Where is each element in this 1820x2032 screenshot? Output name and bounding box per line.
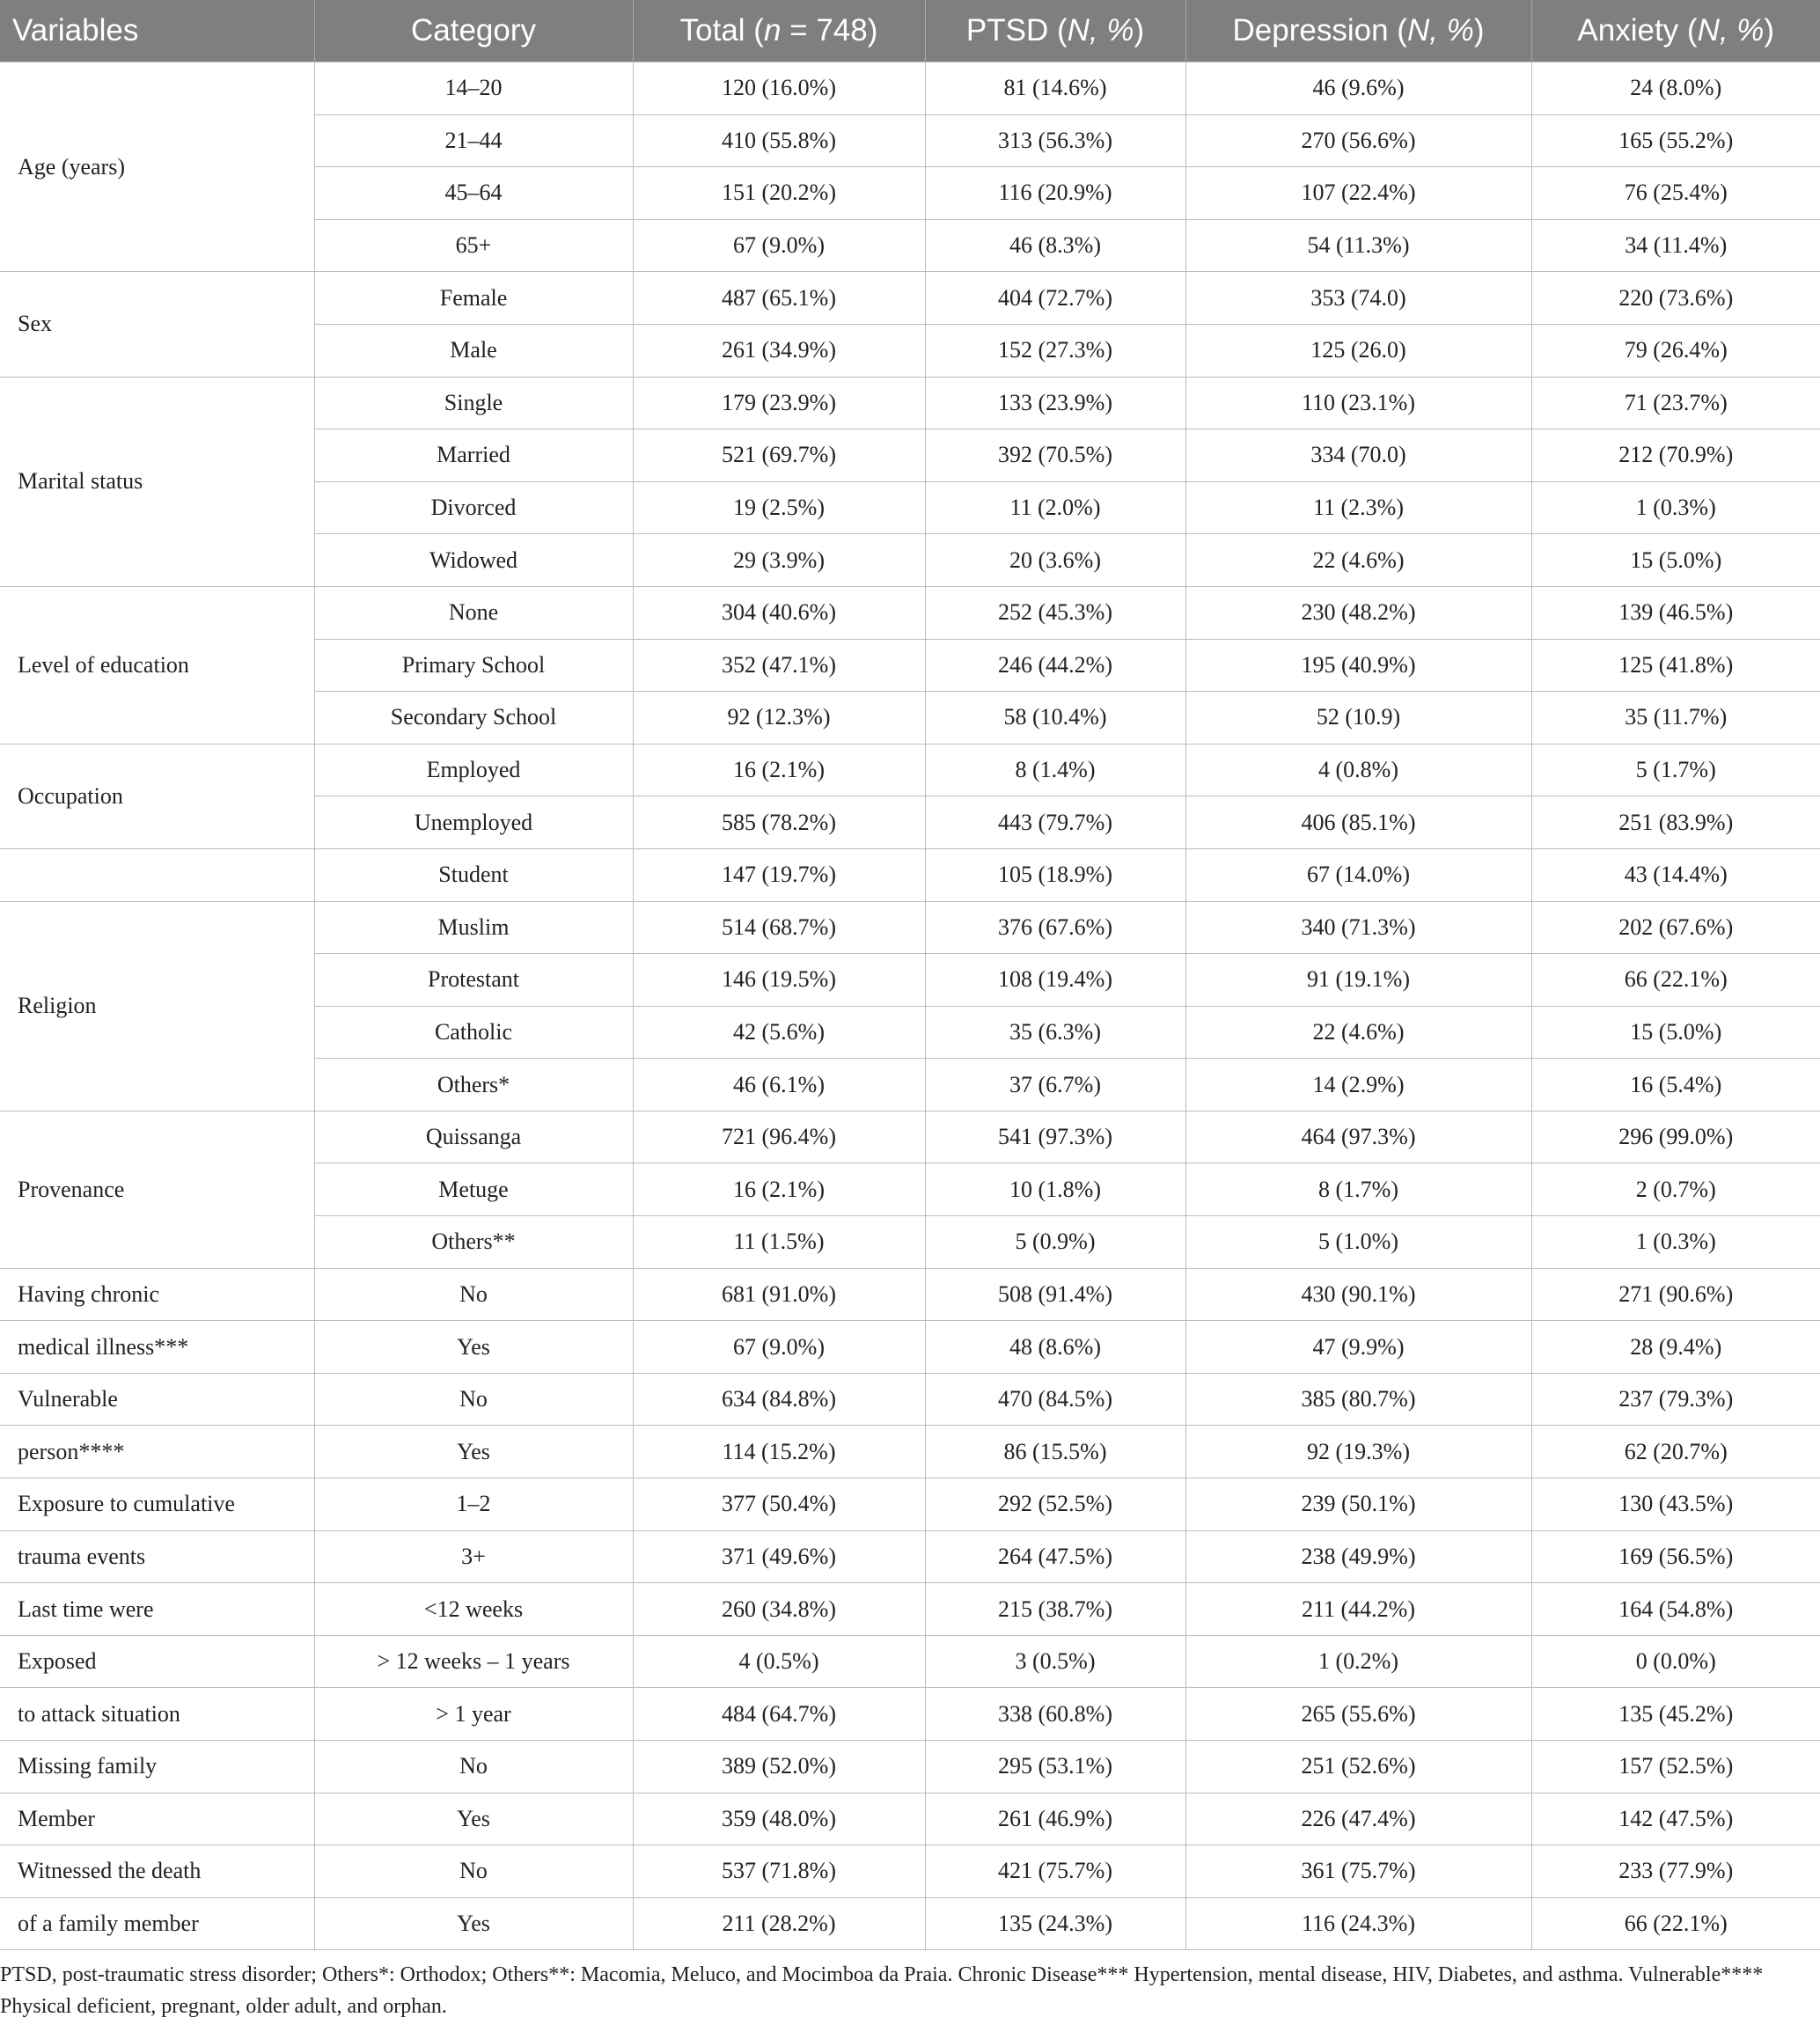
category-cell: Female	[314, 272, 633, 325]
total-cell: 146 (19.5%)	[633, 954, 925, 1007]
variable-cell: Vulnerable	[0, 1373, 314, 1426]
ptsd-cell: 81 (14.6%)	[925, 62, 1185, 115]
anxiety-cell: 233 (77.9%)	[1531, 1845, 1820, 1898]
total-cell: 16 (2.1%)	[633, 744, 925, 796]
variable-cell: Exposure to cumulative	[0, 1478, 314, 1531]
depression-cell: 464 (97.3%)	[1185, 1111, 1531, 1163]
header-total-n: n	[763, 13, 782, 48]
total-cell: 377 (50.4%)	[633, 1478, 925, 1531]
table-row	[0, 1321, 1820, 1374]
total-cell: 514 (68.7%)	[633, 901, 925, 954]
depression-cell: 238 (49.9%)	[1185, 1530, 1531, 1583]
ptsd-cell: 376 (67.6%)	[925, 901, 1185, 954]
category-cell: Others*	[314, 1059, 633, 1111]
depression-cell: 110 (23.1%)	[1185, 377, 1531, 429]
header-anxiety	[1531, 0, 1820, 62]
depression-cell: 211 (44.2%)	[1185, 1583, 1531, 1636]
ptsd-cell: 443 (79.7%)	[925, 796, 1185, 849]
total-cell: 410 (55.8%)	[633, 114, 925, 167]
ptsd-cell: 264 (47.5%)	[925, 1530, 1185, 1583]
depression-cell: 226 (47.4%)	[1185, 1793, 1531, 1845]
ptsd-cell: 86 (15.5%)	[925, 1426, 1185, 1478]
depression-cell: 46 (9.6%)	[1185, 62, 1531, 115]
variable-cell: trauma events	[0, 1530, 314, 1583]
category-cell: 45–64	[314, 167, 633, 220]
anxiety-cell: 139 (46.5%)	[1531, 586, 1820, 639]
category-cell: 21–44	[314, 114, 633, 167]
variable-cell: Religion	[0, 901, 314, 1111]
depression-cell: 22 (4.6%)	[1185, 534, 1531, 587]
total-cell: 487 (65.1%)	[633, 272, 925, 325]
ptsd-cell: 116 (20.9%)	[925, 167, 1185, 220]
depression-cell: 22 (4.6%)	[1185, 1006, 1531, 1059]
depression-cell: 230 (48.2%)	[1185, 586, 1531, 639]
variable-cell: medical illness***	[0, 1321, 314, 1374]
category-cell: Protestant	[314, 954, 633, 1007]
total-cell: 11 (1.5%)	[633, 1216, 925, 1269]
anxiety-cell: 135 (45.2%)	[1531, 1688, 1820, 1741]
ptsd-cell: 152 (27.3%)	[925, 324, 1185, 377]
header-category-label: Category	[410, 13, 537, 48]
anxiety-cell: 165 (55.2%)	[1531, 114, 1820, 167]
total-cell: 261 (34.9%)	[633, 324, 925, 377]
depression-cell: 92 (19.3%)	[1185, 1426, 1531, 1478]
total-cell: 46 (6.1%)	[633, 1059, 925, 1111]
ptsd-cell: 338 (60.8%)	[925, 1688, 1185, 1741]
anxiety-cell: 71 (23.7%)	[1531, 377, 1820, 429]
ptsd-cell: 46 (8.3%)	[925, 219, 1185, 272]
category-cell: Others**	[314, 1216, 633, 1269]
category-cell: Yes	[314, 1897, 633, 1950]
depression-cell: 430 (90.1%)	[1185, 1268, 1531, 1321]
total-cell: 359 (48.0%)	[633, 1793, 925, 1845]
table-row	[0, 1478, 1820, 1531]
depression-cell: 91 (19.1%)	[1185, 954, 1531, 1007]
category-cell: 65+	[314, 219, 633, 272]
ptsd-cell: 541 (97.3%)	[925, 1111, 1185, 1163]
ptsd-cell: 10 (1.8%)	[925, 1163, 1185, 1216]
variable-cell: Witnessed the death	[0, 1845, 314, 1898]
header-total	[633, 0, 925, 62]
depression-cell: 353 (74.0)	[1185, 272, 1531, 325]
total-cell: 67 (9.0%)	[633, 219, 925, 272]
variable-cell: Age (years)	[0, 62, 314, 272]
category-cell: Unemployed	[314, 796, 633, 849]
header-category	[314, 0, 633, 62]
total-cell: 120 (16.0%)	[633, 62, 925, 115]
variable-cell: Having chronic	[0, 1268, 314, 1321]
anxiety-cell: 76 (25.4%)	[1531, 167, 1820, 220]
depression-cell: 195 (40.9%)	[1185, 639, 1531, 692]
anxiety-cell: 169 (56.5%)	[1531, 1530, 1820, 1583]
table-row	[0, 1111, 1820, 1163]
total-cell: 42 (5.6%)	[633, 1006, 925, 1059]
anxiety-cell: 237 (79.3%)	[1531, 1373, 1820, 1426]
variable-cell: Occupation	[0, 744, 314, 848]
header-anxiety-n: N, %	[1697, 13, 1765, 48]
anxiety-cell: 5 (1.7%)	[1531, 744, 1820, 796]
anxiety-cell: 34 (11.4%)	[1531, 219, 1820, 272]
category-cell: Metuge	[314, 1163, 633, 1216]
total-cell: 67 (9.0%)	[633, 1321, 925, 1374]
anxiety-cell: 130 (43.5%)	[1531, 1478, 1820, 1531]
depression-cell: 265 (55.6%)	[1185, 1688, 1531, 1741]
header-total-suffix: = 748)	[781, 13, 878, 48]
header-variables-label: Variables	[12, 13, 139, 48]
variable-cell: Level of education	[0, 586, 314, 744]
anxiety-cell: 35 (11.7%)	[1531, 692, 1820, 745]
anxiety-cell: 271 (90.6%)	[1531, 1268, 1820, 1321]
ptsd-cell: 508 (91.4%)	[925, 1268, 1185, 1321]
variable-cell: person****	[0, 1426, 314, 1478]
category-cell: Secondary School	[314, 692, 633, 745]
anxiety-cell: 125 (41.8%)	[1531, 639, 1820, 692]
table-body	[0, 62, 1820, 1950]
total-cell: 260 (34.8%)	[633, 1583, 925, 1636]
depression-cell: 107 (22.4%)	[1185, 167, 1531, 220]
total-cell: 179 (23.9%)	[633, 377, 925, 429]
table-row	[0, 1845, 1820, 1898]
category-cell: No	[314, 1741, 633, 1794]
header-depression-prefix: Depression (	[1232, 13, 1407, 48]
ptsd-cell: 37 (6.7%)	[925, 1059, 1185, 1111]
ptsd-cell: 261 (46.9%)	[925, 1793, 1185, 1845]
header-depression-suffix: )	[1473, 13, 1485, 48]
ptsd-cell: 11 (2.0%)	[925, 481, 1185, 534]
depression-cell: 47 (9.9%)	[1185, 1321, 1531, 1374]
category-cell: Yes	[314, 1321, 633, 1374]
table-row	[0, 901, 1820, 954]
ptsd-cell: 470 (84.5%)	[925, 1373, 1185, 1426]
category-cell: Student	[314, 848, 633, 901]
header-ptsd-n: N, %	[1067, 13, 1134, 48]
total-cell: 19 (2.5%)	[633, 481, 925, 534]
anxiety-cell: 66 (22.1%)	[1531, 1897, 1820, 1950]
table-row	[0, 272, 1820, 325]
table-row	[0, 1741, 1820, 1794]
table-row	[0, 1897, 1820, 1950]
ptsd-cell: 135 (24.3%)	[925, 1897, 1185, 1950]
anxiety-cell: 296 (99.0%)	[1531, 1111, 1820, 1163]
anxiety-cell: 43 (14.4%)	[1531, 848, 1820, 901]
total-cell: 211 (28.2%)	[633, 1897, 925, 1950]
category-cell: 1–2	[314, 1478, 633, 1531]
depression-cell: 406 (85.1%)	[1185, 796, 1531, 849]
category-cell: Muslim	[314, 901, 633, 954]
total-cell: 151 (20.2%)	[633, 167, 925, 220]
table-row	[0, 744, 1820, 796]
total-cell: 521 (69.7%)	[633, 429, 925, 482]
table-row	[0, 1530, 1820, 1583]
total-cell: 371 (49.6%)	[633, 1530, 925, 1583]
category-cell: Catholic	[314, 1006, 633, 1059]
total-cell: 389 (52.0%)	[633, 1741, 925, 1794]
category-cell: Employed	[314, 744, 633, 796]
variable-cell: of a family member	[0, 1897, 314, 1950]
variable-cell: Sex	[0, 272, 314, 377]
ptsd-cell: 35 (6.3%)	[925, 1006, 1185, 1059]
table-row	[0, 1268, 1820, 1321]
table-row	[0, 1373, 1820, 1426]
ptsd-cell: 8 (1.4%)	[925, 744, 1185, 796]
category-cell: Yes	[314, 1426, 633, 1478]
ptsd-cell: 246 (44.2%)	[925, 639, 1185, 692]
total-cell: 537 (71.8%)	[633, 1845, 925, 1898]
depression-cell: 1 (0.2%)	[1185, 1635, 1531, 1688]
depression-cell: 11 (2.3%)	[1185, 481, 1531, 534]
total-cell: 352 (47.1%)	[633, 639, 925, 692]
ptsd-cell: 215 (38.7%)	[925, 1583, 1185, 1636]
depression-cell: 125 (26.0)	[1185, 324, 1531, 377]
variable-cell: to attack situation	[0, 1688, 314, 1741]
depression-cell: 385 (80.7%)	[1185, 1373, 1531, 1426]
category-cell: <12 weeks	[314, 1583, 633, 1636]
ptsd-cell: 48 (8.6%)	[925, 1321, 1185, 1374]
header-ptsd-prefix: PTSD (	[965, 13, 1068, 48]
anxiety-cell: 24 (8.0%)	[1531, 62, 1820, 115]
ptsd-cell: 292 (52.5%)	[925, 1478, 1185, 1531]
table-row	[0, 1635, 1820, 1688]
total-cell: 721 (96.4%)	[633, 1111, 925, 1163]
variable-cell: Exposed	[0, 1635, 314, 1688]
anxiety-cell: 220 (73.6%)	[1531, 272, 1820, 325]
ptsd-cell: 421 (75.7%)	[925, 1845, 1185, 1898]
table-row	[0, 1688, 1820, 1741]
variable-cell: Provenance	[0, 1111, 314, 1268]
variable-cell: Marital status	[0, 377, 314, 586]
variable-cell: Missing family	[0, 1741, 314, 1794]
header-depression-n: N, %	[1406, 13, 1474, 48]
anxiety-cell: 1 (0.3%)	[1531, 1216, 1820, 1269]
table-row	[0, 377, 1820, 429]
total-cell: 304 (40.6%)	[633, 586, 925, 639]
variable-cell	[0, 848, 314, 901]
ptsd-cell: 5 (0.9%)	[925, 1216, 1185, 1269]
depression-cell: 8 (1.7%)	[1185, 1163, 1531, 1216]
category-cell: 14–20	[314, 62, 633, 115]
category-cell: No	[314, 1373, 633, 1426]
category-cell: No	[314, 1845, 633, 1898]
total-cell: 4 (0.5%)	[633, 1635, 925, 1688]
total-cell: 114 (15.2%)	[633, 1426, 925, 1478]
anxiety-cell: 79 (26.4%)	[1531, 324, 1820, 377]
total-cell: 29 (3.9%)	[633, 534, 925, 587]
table-row	[0, 1793, 1820, 1845]
total-cell: 147 (19.7%)	[633, 848, 925, 901]
ptsd-cell: 108 (19.4%)	[925, 954, 1185, 1007]
anxiety-cell: 157 (52.5%)	[1531, 1741, 1820, 1794]
category-cell: 3+	[314, 1530, 633, 1583]
table-footnote: PTSD, post-traumatic stress disorder; Others*: Orthodox; Others**: Macomia, Meluco, and Mocimboa da Praia. Chronic Disease*** Hypertension, mental disease, HIV, Diabetes, and asthma. Vulnerable**** Physical deficient, pregnant, older adult, and orphan.	[0, 1963, 1764, 2018]
depression-cell: 251 (52.6%)	[1185, 1741, 1531, 1794]
category-cell: Widowed	[314, 534, 633, 587]
anxiety-cell: 66 (22.1%)	[1531, 954, 1820, 1007]
variable-cell: Member	[0, 1793, 314, 1845]
header-anxiety-suffix: )	[1764, 13, 1775, 48]
anxiety-cell: 212 (70.9%)	[1531, 429, 1820, 482]
ptsd-cell: 133 (23.9%)	[925, 377, 1185, 429]
depression-cell: 5 (1.0%)	[1185, 1216, 1531, 1269]
category-cell: Single	[314, 377, 633, 429]
header-anxiety-prefix: Anxiety (	[1577, 13, 1698, 48]
anxiety-cell: 251 (83.9%)	[1531, 796, 1820, 849]
header-variables	[0, 0, 314, 62]
category-cell: None	[314, 586, 633, 639]
anxiety-cell: 1 (0.3%)	[1531, 481, 1820, 534]
ptsd-cell: 404 (72.7%)	[925, 272, 1185, 325]
table-row	[0, 1426, 1820, 1478]
category-cell: > 12 weeks – 1 years	[314, 1635, 633, 1688]
table-row	[0, 848, 1820, 901]
total-cell: 16 (2.1%)	[633, 1163, 925, 1216]
anxiety-cell: 28 (9.4%)	[1531, 1321, 1820, 1374]
ptsd-cell: 3 (0.5%)	[925, 1635, 1185, 1688]
header-depression	[1185, 0, 1531, 62]
anxiety-cell: 16 (5.4%)	[1531, 1059, 1820, 1111]
anxiety-cell: 0 (0.0%)	[1531, 1635, 1820, 1688]
depression-cell: 340 (71.3%)	[1185, 901, 1531, 954]
depression-cell: 52 (10.9)	[1185, 692, 1531, 745]
depression-cell: 361 (75.7%)	[1185, 1845, 1531, 1898]
total-cell: 585 (78.2%)	[633, 796, 925, 849]
header-total-prefix: Total (	[679, 13, 764, 48]
depression-cell: 4 (0.8%)	[1185, 744, 1531, 796]
depression-cell: 14 (2.9%)	[1185, 1059, 1531, 1111]
category-cell: Quissanga	[314, 1111, 633, 1163]
category-cell: Male	[314, 324, 633, 377]
table-row	[0, 62, 1820, 115]
depression-cell: 239 (50.1%)	[1185, 1478, 1531, 1531]
variable-cell: Last time were	[0, 1583, 314, 1636]
category-cell: Married	[314, 429, 633, 482]
ptsd-cell: 252 (45.3%)	[925, 586, 1185, 639]
depression-cell: 67 (14.0%)	[1185, 848, 1531, 901]
category-cell: > 1 year	[314, 1688, 633, 1741]
ptsd-cell: 20 (3.6%)	[925, 534, 1185, 587]
ptsd-cell: 295 (53.1%)	[925, 1741, 1185, 1794]
header-row	[0, 0, 1820, 62]
category-cell: Divorced	[314, 481, 633, 534]
table-row	[0, 1583, 1820, 1636]
anxiety-cell: 2 (0.7%)	[1531, 1163, 1820, 1216]
table-row	[0, 586, 1820, 639]
ptsd-cell: 392 (70.5%)	[925, 429, 1185, 482]
anxiety-cell: 15 (5.0%)	[1531, 1006, 1820, 1059]
anxiety-cell: 164 (54.8%)	[1531, 1583, 1820, 1636]
total-cell: 681 (91.0%)	[633, 1268, 925, 1321]
anxiety-cell: 202 (67.6%)	[1531, 901, 1820, 954]
depression-cell: 54 (11.3%)	[1185, 219, 1531, 272]
category-cell: No	[314, 1268, 633, 1321]
ptsd-cell: 58 (10.4%)	[925, 692, 1185, 745]
category-cell: Yes	[314, 1793, 633, 1845]
total-cell: 634 (84.8%)	[633, 1373, 925, 1426]
header-ptsd	[925, 0, 1185, 62]
depression-cell: 116 (24.3%)	[1185, 1897, 1531, 1950]
ptsd-cell: 313 (56.3%)	[925, 114, 1185, 167]
anxiety-cell: 62 (20.7%)	[1531, 1426, 1820, 1478]
total-cell: 484 (64.7%)	[633, 1688, 925, 1741]
ptsd-cell: 105 (18.9%)	[925, 848, 1185, 901]
anxiety-cell: 142 (47.5%)	[1531, 1793, 1820, 1845]
header-ptsd-suffix: )	[1134, 13, 1145, 48]
depression-cell: 334 (70.0)	[1185, 429, 1531, 482]
category-cell: Primary School	[314, 639, 633, 692]
anxiety-cell: 15 (5.0%)	[1531, 534, 1820, 587]
total-cell: 92 (12.3%)	[633, 692, 925, 745]
depression-cell: 270 (56.6%)	[1185, 114, 1531, 167]
